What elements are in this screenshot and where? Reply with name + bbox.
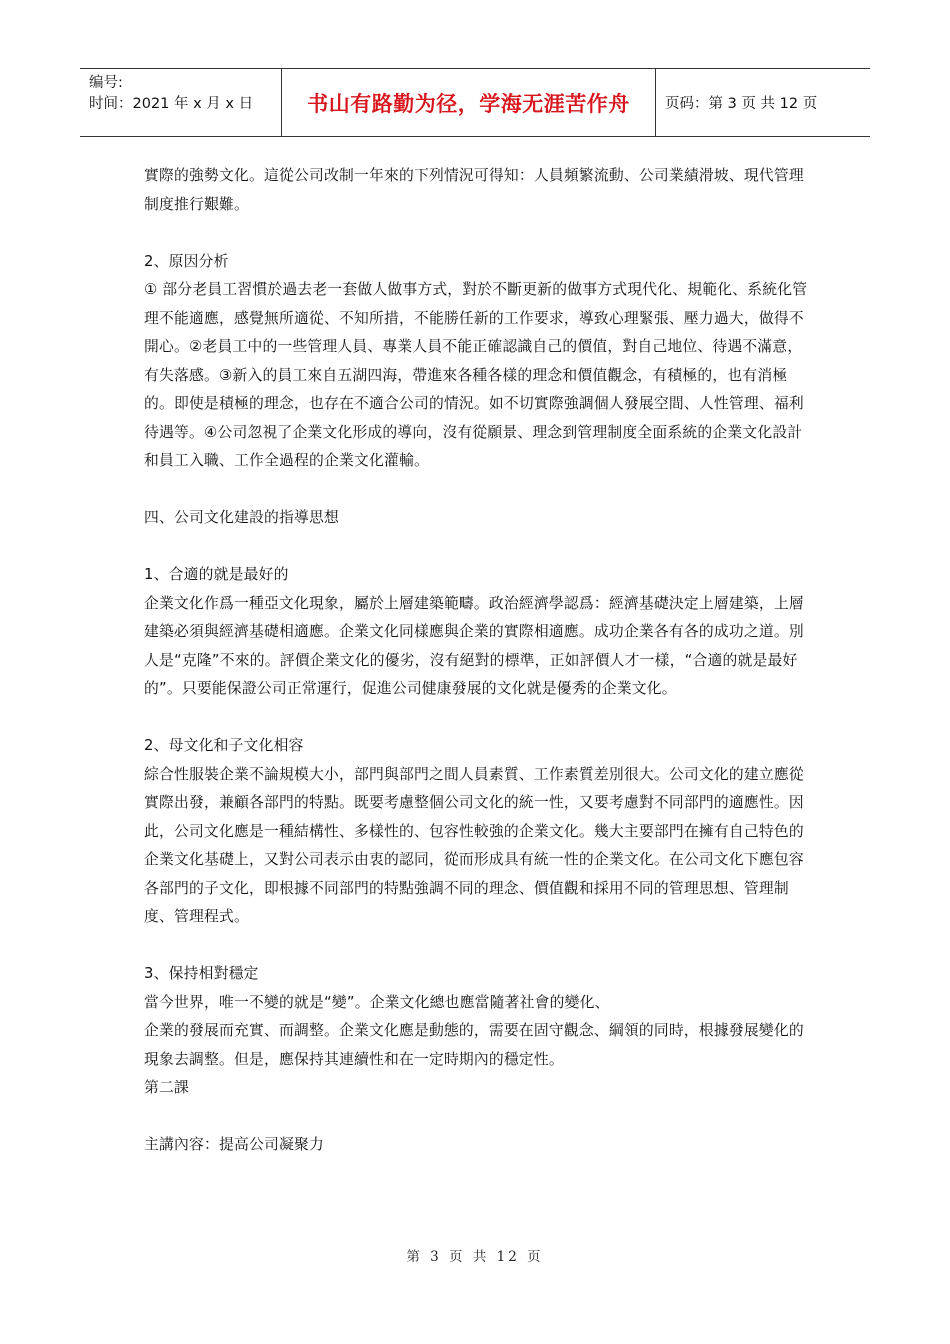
header-meta [80,69,282,136]
heading-relative-stability: 3、保持相對穩定 [144,965,259,982]
document-date-label: 时间：2021 年 x 月 x 日 [89,96,254,112]
section-heading-guiding-ideas: 四、公司文化建設的指導思想 [144,509,339,526]
paragraph-stability-line2: 企業的發展而充實、而調整。企業文化應是動態的，需要在固守觀念、綱領的同時，根據發展變化的現象去調整。但是，應保持其連續性和在一定時期內的穩定性。 [144,1022,804,1068]
heading-suitable-is-best: 1、合適的就是最好的 [144,566,289,583]
page-header [80,68,870,137]
paragraph-culture-compatibility: 綜合性服裝企業不論規模大小，部門與部門之間人員素質、工作素質差別很大。公司文化的建立應從實際出發，兼顧各部門的特點。既要考慮整個公司文化的統一性，又要考慮對不同部門的適應性。因此，公司文化應是一種結構性、多樣性的、包容性較強的企業文化。幾大主要部門在擁有自己特色的企業文化基礎上，又對公司表示由衷的認同，從而形成具有統一性的企業文化。在公司文化下應包容各部門的子文化，即根據不同部門的特點強調不同的理念、價值觀和採用不同的管理思想、管理制度、管理程式。 [144,765,804,925]
document-number-label: 编号: [89,75,123,91]
header-page-info: 页码：第 3 页 共 12 页 [665,96,818,112]
paragraph-intro: 實際的強勢文化。這從公司改制一年來的下列情況可得知：人員頻繁流動、公司業績滑坡、現代管理制度推行艱難。 [144,167,804,213]
paragraph-suitable-is-best: 企業文化作爲一種亞文化現象，屬於上層建築範疇。政治經濟學認爲：經濟基礎決定上層建築，上層建築必須與經濟基礎相適應。企業文化同樣應與企業的實際相適應。成功企業各有各的成功之道。別人是“克隆”不來的。評價企業文化的優劣，沒有絕對的標準，正如評價人才一樣，“合適的就是最好的”。只要能保證公司正常運行，促進公司健康發展的文化就是優秀的企業文化。 [144,594,804,697]
paragraph-reason-analysis: ① 部分老員工習慣於過去老一套做人做事方式，對於不斷更新的做事方式現代化、規範化、系統化管理不能適應，感覺無所適從、不知所措，不能勝任新的工作要求，導致心理緊張、壓力過大，做得不開心。②老員工中的一些管理人員、專業人員不能正確認識自己的價值，對自己地位、待遇不滿意，有失落感。③新入的員工來自五湖四海，帶進來各種各樣的理念和價值觀念，有積極的，也有消極的。即使是積極的理念，也存在不適合公司的情況。如不切實際強調個人發展空間、人性管理、福利待遇等。④公司忽視了企業文化形成的導向，沒有從願景、理念到管理制度全面系統的企業文化設計和員工入職、工作全過程的企業文化灌輸。 [144,281,808,469]
page-footer: 第 3 页 共 12 页 [406,1249,544,1265]
header-motto: 书山有路勤为径，学海无涯苦作舟 [282,69,656,136]
heading-culture-compatibility: 2、母文化和子文化相容 [144,737,304,754]
heading-reason-analysis: 2、原因分析 [144,252,229,270]
lesson-topic: 主講內容：提高公司凝聚力 [144,1136,324,1153]
paragraph-stability-line1: 當今世界，唯一不變的就是“變”。企業文化總也應當隨著社會的變化、 [144,993,610,1011]
lesson-label: 第二課 [144,1079,189,1096]
document-body [144,162,808,1160]
